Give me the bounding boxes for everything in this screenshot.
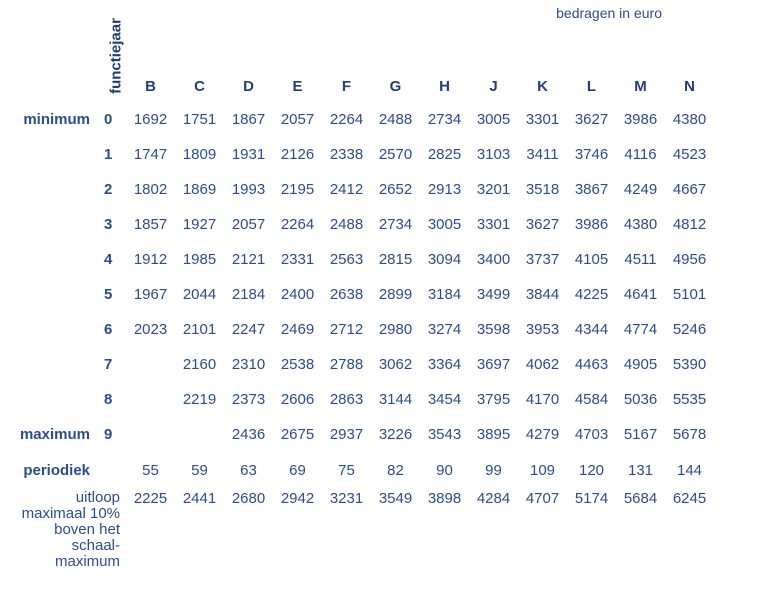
- row-label: [0, 382, 98, 417]
- functiejaar-value: 0: [104, 111, 113, 128]
- functiejaar-value: 6: [104, 321, 113, 338]
- salary-cell: 4062: [525, 356, 560, 373]
- uitloop-cell: 2942: [280, 490, 315, 507]
- uitloop-cell: 3898: [427, 490, 462, 507]
- salary-cell: 4463: [574, 356, 609, 373]
- functiejaar-value: 7: [104, 356, 113, 373]
- row-label: maximum: [19, 426, 90, 443]
- salary-cell: 2488: [378, 111, 413, 128]
- salary-cell: 2638: [329, 286, 364, 303]
- salary-cell: 5036: [623, 391, 658, 408]
- salary-cell: 1747: [133, 146, 168, 163]
- salary-cell: 3005: [476, 111, 511, 128]
- salary-cell: 2101: [182, 321, 217, 338]
- salary-cell: 4380: [672, 111, 707, 128]
- salary-cell: 3953: [525, 321, 560, 338]
- currency-note: bedragen in euro: [556, 5, 662, 21]
- salary-cell: 3627: [574, 111, 609, 128]
- uitloop-label-line: maximaal 10%: [21, 505, 120, 522]
- salary-cell: 4225: [574, 286, 609, 303]
- salary-cell: 4249: [623, 181, 658, 198]
- salary-cell: 2264: [280, 216, 315, 233]
- uitloop-cell: 2225: [133, 490, 168, 507]
- salary-cell: 2563: [329, 251, 364, 268]
- salary-cell: 3737: [525, 251, 560, 268]
- salary-cell: [126, 417, 175, 452]
- functiejaar-value: 9: [104, 426, 113, 443]
- row-label: [0, 137, 98, 172]
- periodiek-cell: 109: [529, 461, 556, 479]
- salary-cell: 2436: [231, 426, 266, 443]
- salary-scale-table: [0, 70, 714, 590]
- salary-cell: 2980: [378, 321, 413, 338]
- salary-cell: 4105: [574, 251, 609, 268]
- salary-cell: 2412: [329, 181, 364, 198]
- column-header-k: K: [537, 77, 548, 95]
- row-label: [0, 312, 98, 347]
- salary-cell: 5390: [672, 356, 707, 373]
- uitloop-label-line: boven het: [54, 521, 120, 538]
- column-header-e: E: [292, 77, 303, 95]
- salary-cell: 3499: [476, 286, 511, 303]
- functiejaar-value: 3: [104, 216, 113, 233]
- salary-cell: 4511: [624, 251, 657, 268]
- functiejaar-value: 5: [104, 286, 113, 303]
- table-row: [0, 207, 714, 242]
- header-spacer: [98, 70, 126, 102]
- column-header-m: M: [634, 77, 647, 95]
- column-header-b: B: [145, 77, 156, 95]
- salary-cell: 2195: [280, 181, 315, 198]
- salary-cell: 3364: [427, 356, 462, 373]
- salary-cell: 1927: [182, 216, 217, 233]
- salary-cell: 4956: [672, 251, 707, 268]
- salary-cell: 1809: [182, 146, 217, 163]
- salary-cell: 3697: [476, 356, 511, 373]
- salary-cell: 2863: [329, 391, 364, 408]
- table-row: [0, 137, 714, 172]
- empty-cell: [98, 452, 126, 488]
- salary-cell: 2057: [231, 216, 266, 233]
- salary-cell: 4667: [672, 181, 707, 198]
- uitloop-cell: 2680: [231, 490, 266, 507]
- table-row: [0, 312, 714, 347]
- salary-cell: 2937: [329, 426, 364, 443]
- periodiek-cell: 59: [191, 461, 208, 479]
- salary-cell: 3144: [378, 391, 413, 408]
- column-header-row: [0, 70, 714, 102]
- salary-cell: [126, 382, 175, 417]
- uitloop-label-line: uitloop: [75, 489, 120, 506]
- uitloop-cell: 6245: [672, 490, 707, 507]
- table-row: [0, 277, 714, 312]
- salary-cell: 3844: [525, 286, 560, 303]
- salary-cell: 2331: [280, 251, 315, 268]
- salary-cell: 1867: [231, 111, 266, 128]
- salary-cell: 3598: [476, 321, 511, 338]
- salary-cell: 2400: [280, 286, 315, 303]
- salary-cell: 2652: [378, 181, 413, 198]
- salary-cell: 3986: [623, 111, 658, 128]
- salary-cell: 2121: [231, 251, 266, 268]
- salary-cell: 2488: [329, 216, 364, 233]
- salary-cell: 3795: [476, 391, 511, 408]
- column-header-n: N: [684, 77, 695, 95]
- salary-cell: 3411: [526, 146, 559, 163]
- salary-cell: 3184: [427, 286, 462, 303]
- functiejaar-value: 2: [104, 181, 113, 198]
- column-header-l: L: [586, 77, 597, 95]
- column-header-d: D: [243, 77, 254, 95]
- salary-cell: 2734: [427, 111, 462, 128]
- uitloop-cell: 3549: [378, 490, 413, 507]
- salary-cell: 2310: [231, 356, 266, 373]
- salary-cell: 2913: [427, 181, 462, 198]
- salary-cell: 2160: [182, 356, 217, 373]
- periodiek-cell: 69: [289, 461, 306, 479]
- salary-cell: 4703: [574, 426, 609, 443]
- salary-cell: 3301: [525, 111, 560, 128]
- salary-cell: 1692: [133, 111, 168, 128]
- salary-cell: 4812: [672, 216, 707, 233]
- salary-cell: 1993: [231, 181, 266, 198]
- salary-cell: 2338: [329, 146, 364, 163]
- salary-cell: 4279: [525, 426, 560, 443]
- salary-cell: 3274: [427, 321, 462, 338]
- periodiek-cell: 99: [485, 461, 502, 479]
- periodiek-label: periodiek: [23, 461, 90, 479]
- table-row: [0, 347, 714, 382]
- salary-cell: 2469: [280, 321, 315, 338]
- salary-cell: 1985: [182, 251, 217, 268]
- salary-cell: 4344: [574, 321, 609, 338]
- salary-cell: 4116: [624, 146, 657, 163]
- periodiek-cell: 55: [142, 461, 159, 479]
- salary-cell: 1912: [133, 251, 168, 268]
- salary-cell: 4584: [574, 391, 609, 408]
- salary-cell: 3062: [378, 356, 413, 373]
- salary-cell: 2126: [280, 146, 315, 163]
- salary-cell: 4380: [623, 216, 658, 233]
- salary-cell: 1751: [182, 111, 217, 128]
- salary-cell: 3627: [525, 216, 560, 233]
- header-spacer: [0, 70, 98, 102]
- uitloop-cell: 5684: [623, 490, 658, 507]
- salary-cell: 2247: [231, 321, 266, 338]
- salary-cell: 1869: [182, 181, 217, 198]
- table-row: [0, 382, 714, 417]
- salary-cell: 3103: [476, 146, 511, 163]
- salary-cell: 3454: [427, 391, 462, 408]
- functiejaar-value: 1: [104, 146, 113, 163]
- column-header-g: G: [389, 77, 402, 95]
- salary-cell: 5246: [672, 321, 707, 338]
- column-header-c: C: [194, 77, 205, 95]
- salary-cell: 2184: [231, 286, 266, 303]
- row-label: [0, 347, 98, 382]
- periodiek-row: [0, 452, 714, 488]
- table-row: [0, 102, 714, 137]
- salary-cell: 2899: [378, 286, 413, 303]
- uitloop-cell: 3231: [329, 490, 364, 507]
- periodiek-cell: 90: [436, 461, 453, 479]
- salary-cell: 1802: [133, 181, 168, 198]
- periodiek-cell: 144: [676, 461, 703, 479]
- salary-cell: 3986: [574, 216, 609, 233]
- salary-cell: 2538: [280, 356, 315, 373]
- uitloop-cell: 4284: [476, 490, 511, 507]
- table-row: [0, 172, 714, 207]
- row-label: [0, 277, 98, 312]
- salary-cell: 2712: [329, 321, 364, 338]
- salary-cell: 1931: [231, 146, 266, 163]
- uitloop-label-line: schaal-: [71, 537, 120, 554]
- salary-cell: 3201: [476, 181, 511, 198]
- row-label: [0, 242, 98, 277]
- salary-cell: 2675: [280, 426, 315, 443]
- uitloop-cell: 4707: [525, 490, 560, 507]
- column-header-f: F: [341, 77, 352, 95]
- salary-cell: 2023: [133, 321, 168, 338]
- uitloop-label-line: maximum: [54, 553, 120, 570]
- salary-cell: 3005: [427, 216, 462, 233]
- salary-cell: 3867: [574, 181, 609, 198]
- row-label: [0, 207, 98, 242]
- uitloop-cell: 5174: [574, 490, 609, 507]
- salary-cell: 3094: [427, 251, 462, 268]
- salary-cell: 2788: [329, 356, 364, 373]
- salary-cell: 2057: [280, 111, 315, 128]
- table-row: [0, 242, 714, 277]
- salary-cell: 3895: [476, 426, 511, 443]
- salary-cell: 3301: [476, 216, 511, 233]
- salary-cell: [175, 417, 224, 452]
- uitloop-cell: 2441: [182, 490, 217, 507]
- uitloop-label: [0, 488, 126, 590]
- column-header-j: J: [489, 77, 498, 95]
- salary-cell: 2815: [378, 251, 413, 268]
- salary-cell: 4774: [623, 321, 658, 338]
- salary-cell: 3518: [525, 181, 560, 198]
- row-label: minimum: [23, 111, 90, 128]
- salary-cell: 5678: [672, 426, 707, 443]
- salary-cell: 2044: [182, 286, 217, 303]
- periodiek-cell: 75: [338, 461, 355, 479]
- salary-cell: 4641: [623, 286, 658, 303]
- salary-cell: 4523: [672, 146, 707, 163]
- salary-cell: 2734: [378, 216, 413, 233]
- functiejaar-value: 8: [104, 391, 113, 408]
- periodiek-cell: 131: [627, 461, 654, 479]
- functiejaar-value: 4: [104, 251, 113, 268]
- salary-cell: 2219: [182, 391, 217, 408]
- periodiek-cell: 63: [240, 461, 257, 479]
- functiejaar-label: functiejaar: [107, 18, 125, 94]
- periodiek-cell: 82: [387, 461, 404, 479]
- salary-cell: [126, 347, 175, 382]
- salary-cell: 5167: [623, 426, 658, 443]
- salary-cell: 3400: [476, 251, 511, 268]
- salary-cell: 2373: [231, 391, 266, 408]
- salary-cell: 2570: [378, 146, 413, 163]
- table-row: [0, 417, 714, 452]
- salary-cell: 1857: [133, 216, 168, 233]
- salary-cell: 2264: [329, 111, 364, 128]
- row-label: [0, 172, 98, 207]
- salary-cell: 5101: [672, 286, 707, 303]
- salary-cell: 1967: [133, 286, 168, 303]
- column-header-h: H: [439, 77, 450, 95]
- salary-cell: 3746: [574, 146, 609, 163]
- salary-cell: 3226: [378, 426, 413, 443]
- salary-cell: 4905: [623, 356, 658, 373]
- salary-cell: 3543: [427, 426, 462, 443]
- salary-cell: 5535: [672, 391, 707, 408]
- uitloop-row: [0, 488, 714, 590]
- salary-cell: 2825: [427, 146, 462, 163]
- salary-cell: 4170: [525, 391, 560, 408]
- periodiek-cell: 120: [578, 461, 605, 479]
- salary-cell: 2606: [280, 391, 315, 408]
